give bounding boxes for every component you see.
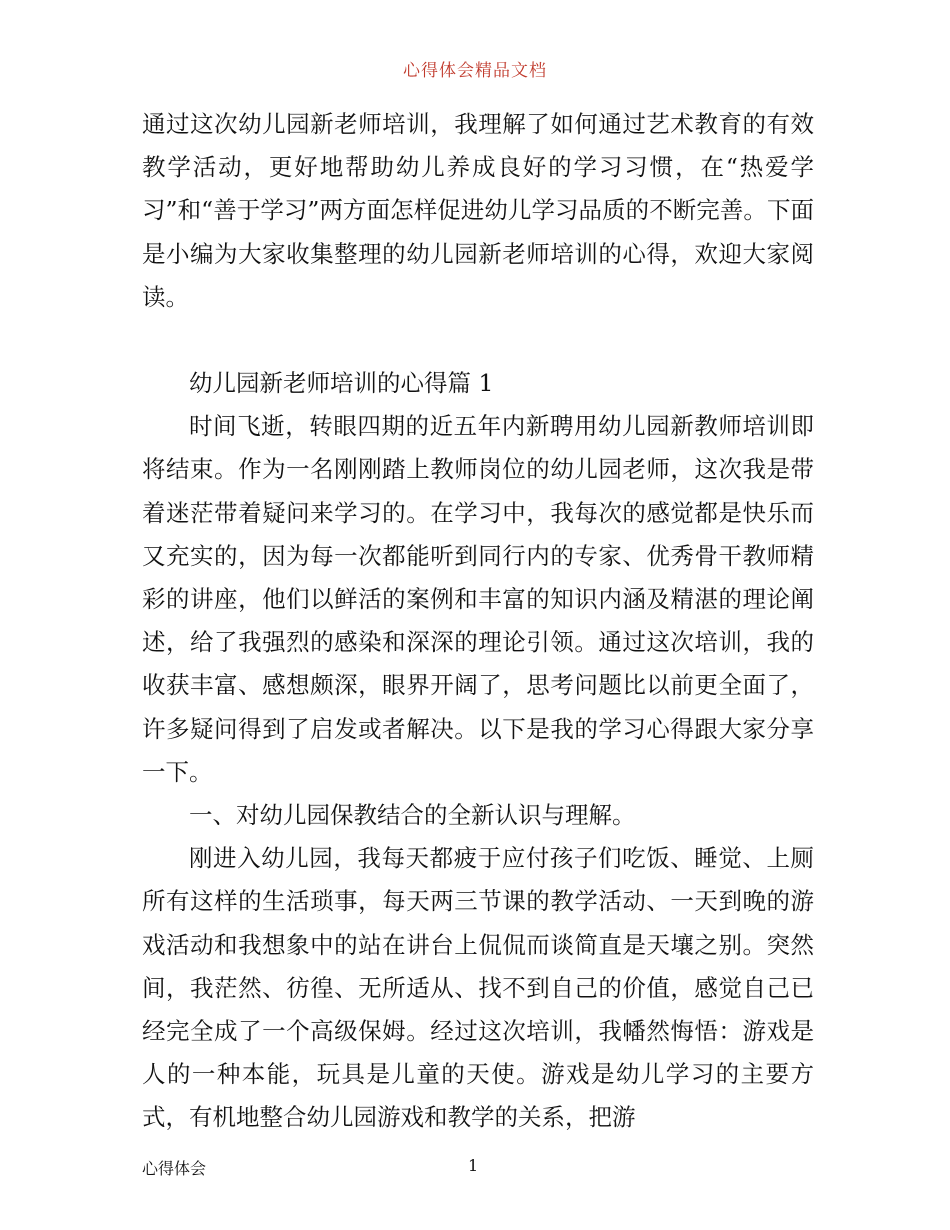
body-paragraph: 时间飞逝，转眼四期的近五年内新聘用幼儿园新教师培训即将结束。作为一名刚刚踏上教师岗位的幼儿园老师，这次我是带着迷茫带着疑问来学习的。在学习中，我每次的感觉都是快乐而又充实的，因为每一次都能听到同行内的专家、优秀骨干教师精彩的讲座，他们以鲜活的案例和丰富的知识内涵及精湛的理论阐述，给了我强烈的感染和深深的理论引领。通过这次培训，我的收获丰富、感想颇深，眼界开阔了，思考问题比以前更全面了，许多疑问得到了启发或者解决。以下是我的学习心得跟大家分享一下。: [142, 412, 814, 786]
page-number: 1: [468, 1156, 479, 1175]
section-heading-1: 一、对幼儿园保教结合的全新认识与理解。: [189, 801, 636, 830]
body-paragraph: 刚进入幼儿园，我每天都疲于应付孩子们吃饭、睡觉、上厕所有这样的生活琐事，每天两三节课的教学活动、一天到晚的游戏活动和我想象中的站在讲台上侃侃而谈简直是天壤之别。突然间，我茫然、彷徨、无所适从、找不到自己的价值，感觉自己已经完全成了一个高级保姆。经过这次培训，我幡然悔悟：游戏是人的一种本能，玩具是儿童的天使。游戏是幼儿学习的主要方式，有机地整合幼儿园游戏和教学的关系，把游: [142, 844, 814, 1132]
intro-paragraph: 通过这次幼儿园新老师培训，我理解了如何通过艺术教育的有效教学活动，更好地帮助幼儿养成良好的学习习惯，在“热爱学习”和“善于学习”两方面怎样促进幼儿学习品质的不断完善。下面是小编为大家收集整理的幼儿园新老师培训的心得，欢迎大家阅读。: [142, 110, 814, 311]
document-body: [142, 103, 814, 1140]
section-title: 幼儿园新老师培训的心得篇 1: [189, 369, 494, 398]
page-header-title: 心得体会精品文档: [403, 61, 547, 81]
footer-label: 心得体会: [142, 1159, 207, 1178]
paragraph-spacer: [142, 319, 814, 362]
